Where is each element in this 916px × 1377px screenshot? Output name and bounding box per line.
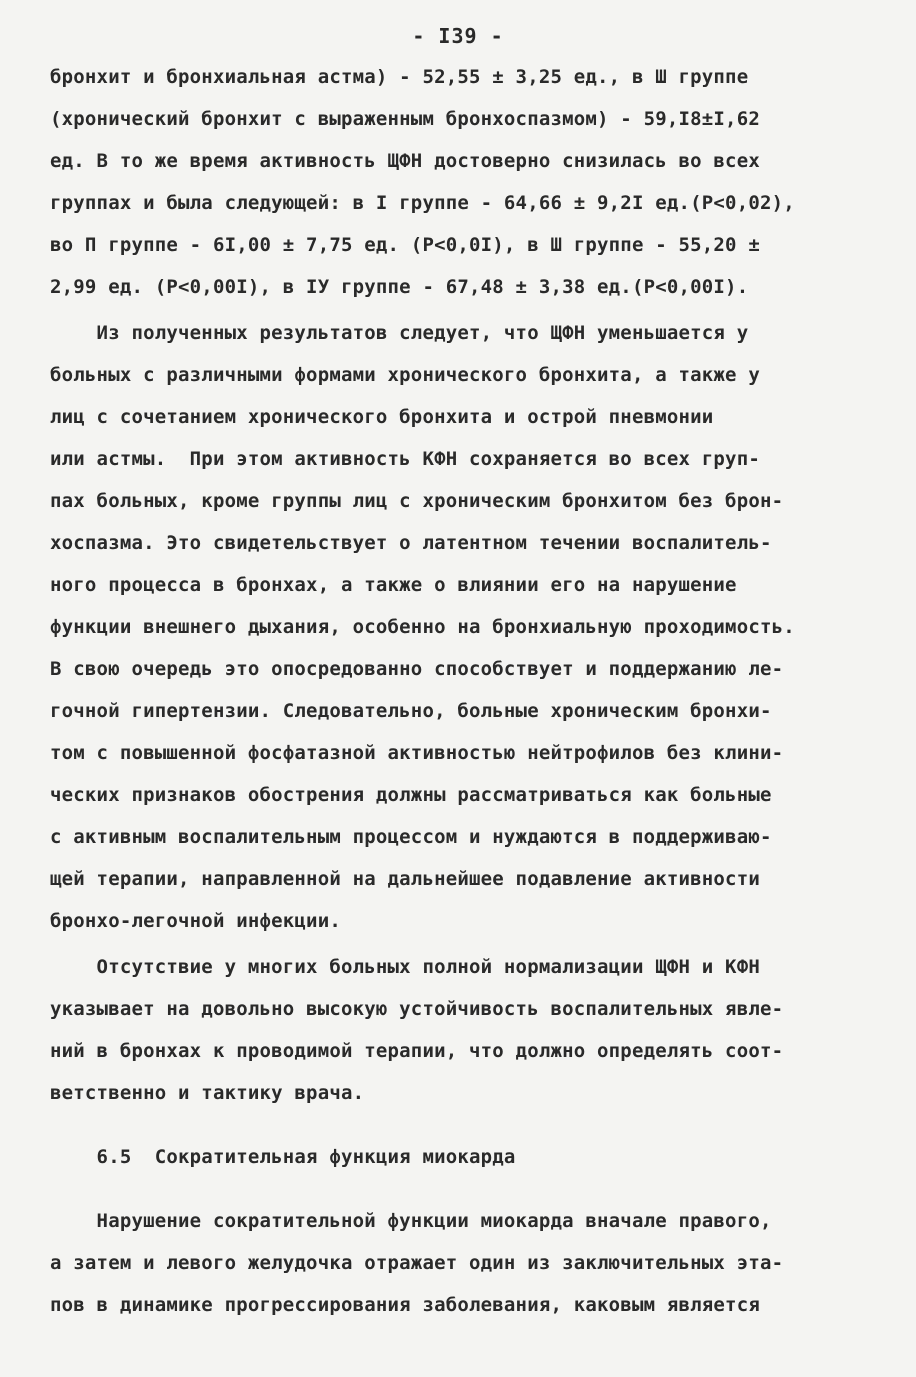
text-line: указывает на довольно высокую устойчивость воспалительных явле- [50,998,784,1020]
text-line: гочной гипертензии. Следовательно, больные хроническим бронхи- [50,700,772,722]
text-line: или астмы. При этом активность КФН сохраняется во всех груп- [50,448,760,470]
text-line: Из полученных результатов следует, что ЩФН уменьшается у [50,322,749,344]
text-line: группах и была следующей: в I группе - 64,66 ± 9,2I ед.(Р<0,02), [50,192,795,214]
text-line: больных с различными формами хронического бронхита, а также у [50,364,760,386]
section-heading: 6.5 Сократительная функция миокарда [50,1146,516,1168]
text-line: ческих признаков обострения должны рассматриваться как больные [50,784,772,806]
text-line: бронхо-легочной инфекции. [50,910,341,932]
text-line: ветственно и тактику врача. [50,1082,365,1104]
text-line: ед. В то же время активность ЩФН достоверно снизилась во всех [50,150,760,172]
text-line: бронхит и бронхиальная астма) - 52,55 ± 3,25 ед., в Ш группе [50,66,749,88]
text-line: (хронический бронхит с выраженным бронхоспазмом) - 59,I8±I,62 [50,108,760,130]
page-number: - I39 - [412,24,504,48]
text-line: Отсутствие у многих больных полной нормализации ЩФН и КФН [50,956,760,978]
text-line: во П группе - 6I,00 ± 7,75 ед. (Р<0,0I), в Ш группе - 55,20 ± [50,234,760,256]
text-line: Нарушение сократительной функции миокарда вначале правого, [50,1210,772,1232]
text-line: ного процесса в бронхах, а также о влиянии его на нарушение [50,574,737,596]
text-line: а затем и левого желудочка отражает один из заключительных эта- [50,1252,784,1274]
text-line: щей терапии, направленной на дальнейшее подавление активности [50,868,760,890]
text-line: лиц с сочетанием хронического бронхита и острой пневмонии [50,406,714,428]
text-line: В свою очередь это опосредованно способствует и поддержанию ле- [50,658,784,680]
text-line: функции внешнего дыхания, особенно на бронхиальную проходимость. [50,616,795,638]
text-line: хоспазма. Это свидетельствует о латентном течении воспалитель- [50,532,772,554]
text-line: том с повышенной фосфатазной активностью нейтрофилов без клини- [50,742,784,764]
text-line: пов в динамике прогрессирования заболевания, каковым является [50,1294,760,1316]
text-line: 2,99 ед. (Р<0,00I), в IУ группе - 67,48 ± 3,38 ед.(Р<0,00I). [50,276,749,298]
text-line: пах больных, кроме группы лиц с хроническим бронхитом без брон- [50,490,784,512]
text-line: ний в бронхах к проводимой терапии, что должно определять соот- [50,1040,784,1062]
text-line: с активным воспалительным процессом и нуждаются в поддерживаю- [50,826,772,848]
